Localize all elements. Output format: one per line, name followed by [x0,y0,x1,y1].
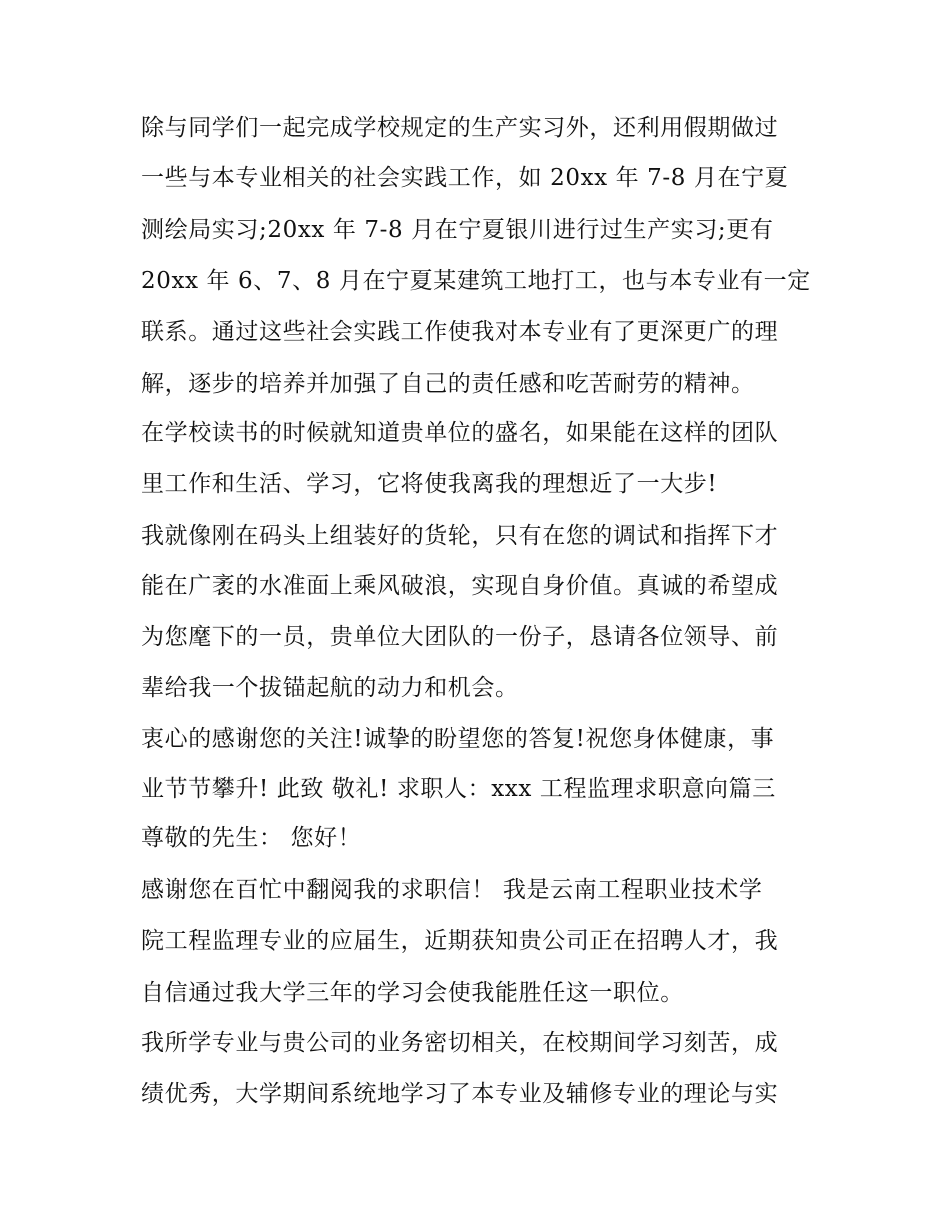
text-line: 为您麾下的一员，贵单位大团队的一份子，恳请各位领导、前 [141,624,779,650]
text-line: 院工程监理专业的应届生，近期获知贵公司正在招聘人才，我 [141,928,779,954]
text-line: 我所学专业与贵公司的业务密切相关，在校期间学习刻苦，成 [141,1030,779,1056]
text-line: 辈给我一个拔锚起航的动力和机会。 [141,675,519,701]
text-line: 业节节攀升! 此致 敬礼! 求职人：xxx 工程监理求职意向篇三 [141,776,776,802]
text-line: 里工作和生活、学习，它将使我离我的理想近了一大步! [141,471,718,497]
text-line: 自信通过我大学三年的学习会使我能胜任这一职位。 [141,980,684,1006]
text-line: 联系。通过这些社会实践工作使我对本专业有了更深更广的理 [141,319,779,345]
text-line: 我就像刚在码头上组装好的货轮，只有在您的调试和指挥下才 [141,523,779,549]
text-line: 除与同学们一起完成学校规定的生产实习外，还利用假期做过 [141,115,779,141]
text-line: 能在广袤的水准面上乘风破浪，实现自身价值。真诚的希望成 [141,573,779,599]
text-line: 在学校读书的时候就知道贵单位的盛名，如果能在这样的团队 [141,420,779,446]
text-line: 衷心的感谢您的关注!诚挚的盼望您的答复!祝您身体健康，事 [141,726,775,752]
text-line: 解，逐步的培养并加强了自己的责任感和吃苦耐劳的精神。 [141,371,755,397]
text-line: 一些与本专业相关的社会实践工作，如 20xx 年 7-8 月在宁夏 [141,165,789,191]
text-line: 感谢您在百忙中翻阅我的求职信！ 我是云南工程职业技术学 [141,877,763,903]
text-line: 尊敬的先生： 您好！ [141,825,362,851]
text-line: 20xx 年 6、7、8 月在宁夏某建筑工地打工，也与本专业有一定 [141,268,811,294]
text-line: 测绘局实习;20xx 年 7-8 月在宁夏银川进行过生产实习;更有 [141,217,774,243]
text-line: 绩优秀，大学期间系统地学习了本专业及辅修专业的理论与实 [141,1081,779,1107]
